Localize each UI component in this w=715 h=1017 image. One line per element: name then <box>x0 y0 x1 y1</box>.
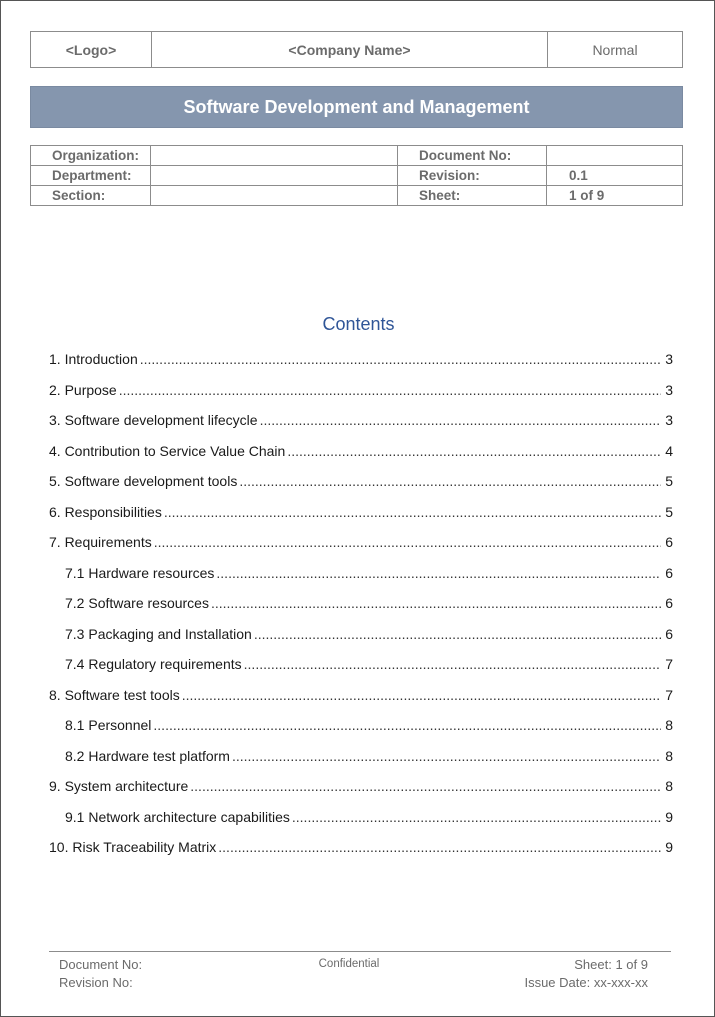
sheet-value: 1 of 9 <box>547 186 683 206</box>
footer-document-no: Document No: <box>59 957 143 972</box>
toc-entry-title: 8. Software test tools <box>49 686 180 703</box>
footer-revision-no: Revision No: <box>59 975 133 990</box>
toc-entry-page: 6 <box>665 595 673 611</box>
revision-label: Revision: <box>398 166 547 186</box>
document-title: Software Development and Management <box>30 86 683 128</box>
toc-entry-page: 8 <box>665 717 673 733</box>
toc-leader-dots <box>239 470 661 492</box>
toc-entry[interactable] <box>49 470 673 501</box>
toc-entry-page: 3 <box>665 412 673 428</box>
footer-sheet: Sheet: 1 of 9 <box>574 957 648 972</box>
footer-divider <box>49 951 671 952</box>
toc-entry[interactable] <box>49 684 673 715</box>
toc-entry-title: 10. Risk Traceability Matrix <box>49 839 217 855</box>
toc-entry[interactable] <box>49 806 673 837</box>
toc-leader-dots <box>211 592 661 614</box>
toc-leader-dots <box>218 836 661 858</box>
toc-entry-title: 7.3 Packaging and Installation <box>65 625 252 642</box>
toc-entry[interactable] <box>49 836 673 867</box>
toc-leader-dots <box>287 440 661 462</box>
organization-value <box>151 146 398 166</box>
footer-confidential: Confidential <box>318 958 380 970</box>
toc-entry-title: 1. Introduction <box>49 351 138 367</box>
toc-leader-dots <box>140 348 661 370</box>
toc-leader-dots <box>119 379 661 401</box>
toc-leader-dots <box>254 623 661 645</box>
toc-leader-dots <box>164 501 661 523</box>
toc-entry-title: 4. Contribution to Service Value Chain <box>49 442 286 459</box>
toc-leader-dots <box>182 684 661 706</box>
toc-entry-title: 7.1 Hardware resources <box>65 564 215 581</box>
company-name: <Company Name> <box>152 32 548 67</box>
toc-entry-title: 9. System architecture <box>49 778 189 794</box>
document-no-value <box>547 146 683 166</box>
toc-entry-page: 6 <box>665 564 673 581</box>
toc-leader-dots <box>190 775 661 797</box>
toc-entry-page: 6 <box>665 625 673 642</box>
revision-value: 0.1 <box>547 166 683 186</box>
toc-entry-title: 6. Responsibilities <box>49 503 162 520</box>
department-label: Department: <box>31 166 151 186</box>
toc-entry-page: 3 <box>665 381 673 398</box>
contents-heading: Contents <box>322 314 395 334</box>
toc-entry[interactable] <box>49 714 673 745</box>
header-table <box>30 31 683 68</box>
logo-placeholder: <Logo> <box>31 32 152 67</box>
toc-leader-dots <box>244 653 661 675</box>
toc-leader-dots <box>216 562 661 584</box>
toc-leader-dots <box>232 745 661 767</box>
toc-entry[interactable] <box>49 745 673 776</box>
toc-entry-title: 5. Software development tools <box>49 473 238 489</box>
toc-entry-page: 7 <box>665 656 673 672</box>
footer-issue-date: Issue Date: xx-xxx-xx <box>524 975 648 990</box>
toc-entry-page: 8 <box>665 747 673 764</box>
toc-entry-title: 7. Requirements <box>49 534 152 550</box>
toc-entry[interactable] <box>49 348 673 379</box>
toc-entry-page: 6 <box>665 534 673 550</box>
status-label: Normal <box>592 41 638 58</box>
toc-entry[interactable] <box>49 623 673 654</box>
toc-entry-page: 7 <box>665 686 673 703</box>
toc-leader-dots <box>292 806 661 828</box>
toc-entry[interactable] <box>49 501 673 532</box>
toc-entry-page: 3 <box>665 351 673 367</box>
toc-entry[interactable] <box>49 409 673 440</box>
toc-entry-title: 7.4 Regulatory requirements <box>65 656 242 672</box>
toc-entry-page: 9 <box>665 839 673 855</box>
toc-entry-page: 5 <box>665 503 673 520</box>
toc-entry[interactable] <box>49 562 673 593</box>
toc-leader-dots <box>153 714 661 736</box>
toc-entry-title: 2. Purpose <box>49 381 117 398</box>
toc-leader-dots <box>154 531 661 553</box>
document-meta-table <box>30 145 683 206</box>
section-value <box>151 186 398 206</box>
toc-entry[interactable] <box>49 775 673 806</box>
toc-entry[interactable] <box>49 531 673 562</box>
table-of-contents <box>49 348 673 867</box>
toc-leader-dots <box>260 409 661 431</box>
toc-entry[interactable] <box>49 653 673 684</box>
toc-entry[interactable] <box>49 592 673 623</box>
toc-entry-page: 8 <box>665 778 673 794</box>
toc-entry-page: 9 <box>665 808 673 825</box>
section-label: Section: <box>31 186 151 206</box>
sheet-label: Sheet: <box>398 186 547 206</box>
toc-entry-page: 5 <box>665 473 673 489</box>
document-no-label: Document No: <box>398 146 547 166</box>
toc-entry-title: 3. Software development lifecycle <box>49 412 258 428</box>
toc-entry-title: 8.2 Hardware test platform <box>65 747 230 764</box>
toc-entry[interactable] <box>49 379 673 410</box>
department-value <box>151 166 398 186</box>
organization-label: Organization: <box>31 146 151 166</box>
toc-entry[interactable] <box>49 440 673 471</box>
toc-entry-page: 4 <box>665 442 673 459</box>
toc-entry-title: 9.1 Network architecture capabilities <box>65 808 290 825</box>
toc-entry-title: 8.1 Personnel <box>65 717 152 733</box>
toc-entry-title: 7.2 Software resources <box>65 595 209 611</box>
